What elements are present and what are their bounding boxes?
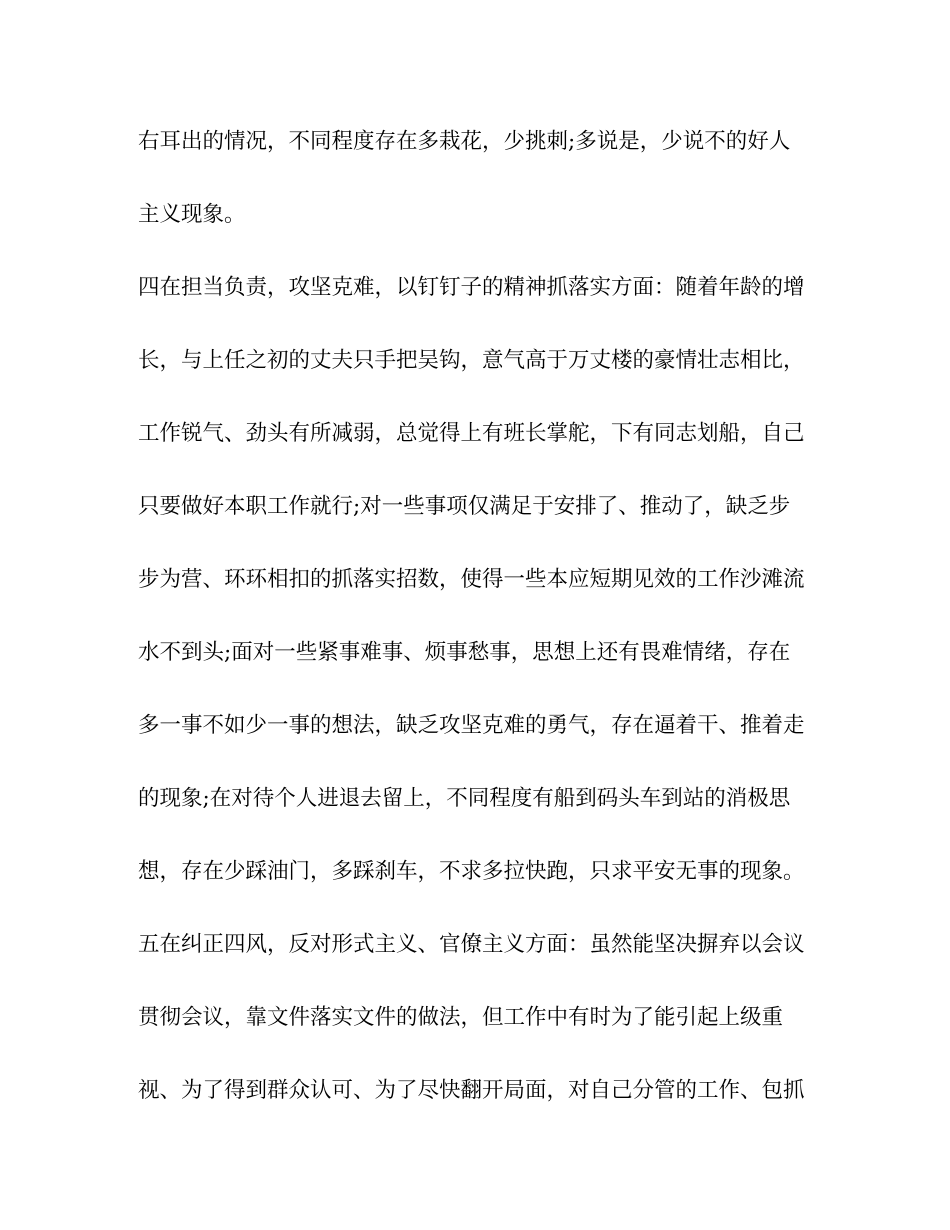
text-line: 五在纠正四风，反对形式主义、官僚主义方面：虽然能坚决摒弃以会议 (138, 932, 805, 957)
text-line: 的现象;在对待个人进退去留上，不同程度有船到码头车到站的消极思 (138, 786, 791, 811)
text-line: 工作锐气、劲头有所减弱，总觉得上有班长掌舵，下有同志划船，自己 (138, 421, 805, 446)
text-line: 步为营、环环相扣的抓落实招数，使得一些本应短期见效的工作沙滩流 (138, 567, 805, 592)
text-line: 视、为了得到群众认可、为了尽快翻开局面，对自己分管的工作、包抓 (138, 1078, 805, 1103)
text-line: 想，存在少踩油门，多踩刹车，不求多拉快跑，只求平安无事的现象。 (138, 859, 805, 884)
text-line: 多一事不如少一事的想法，缺乏攻坚克难的勇气，存在逼着干、推着走 (138, 713, 805, 738)
text-line: 贯彻会议，靠文件落实文件的做法，但工作中有时为了能引起上级重 (138, 1005, 784, 1030)
text-line: 右耳出的情况，不同程度存在多栽花，少挑刺;多说是，少说不的好人 (138, 129, 791, 154)
text-line: 长，与上任之初的丈夫只手把吴钩，意气高于万丈楼的豪情壮志相比， (138, 348, 805, 373)
text-line: 只要做好本职工作就行;对一些事项仅满足于安排了、推动了，缺乏步 (138, 494, 791, 519)
text-line: 主义现象。 (138, 202, 246, 227)
text-line: 四在担当负责，攻坚克难，以钉钉子的精神抓落实方面：随着年龄的增 (138, 275, 805, 300)
text-line: 水不到头;面对一些紧事难事、烦事愁事，思想上还有畏难情绪，存在 (138, 640, 791, 665)
